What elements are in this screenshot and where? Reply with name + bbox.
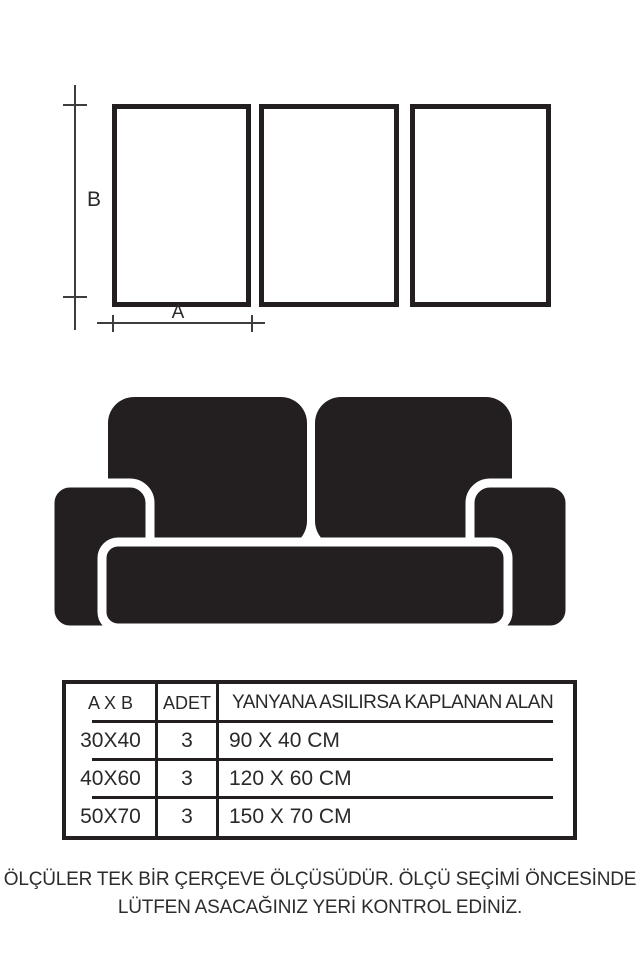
table-cell-size: 30X40 — [66, 722, 158, 760]
frame-1 — [112, 104, 251, 307]
height-dimension-label: B — [87, 188, 102, 211]
table-cell-quantity: 3 — [158, 760, 219, 798]
height-dimension-tick-top — [63, 104, 87, 106]
table-cell-area: 150 X 70 CM — [229, 805, 352, 828]
table-row-separator — [92, 758, 553, 761]
size-table — [62, 680, 577, 840]
width-dimension-tick-left — [112, 315, 114, 332]
table-cell-area: 90 X 40 CM — [229, 729, 340, 752]
table-cell-area: 120 X 60 CM — [229, 767, 352, 790]
height-dimension-tick-bottom — [63, 296, 87, 298]
table-cell-size: 50X70 — [66, 798, 158, 836]
table-row-separator — [92, 796, 553, 799]
frame-3 — [410, 104, 551, 307]
width-dimension-tick-right — [251, 315, 253, 332]
table-cell-quantity: 3 — [158, 798, 219, 836]
table-header-quantity: ADET — [158, 684, 219, 722]
frame-2 — [259, 104, 399, 307]
measurement-note-line2: LÜTFEN ASACAĞINIZ YERİ KONTROL EDİNİZ. — [117, 897, 523, 918]
table-header-size: A X B — [66, 684, 158, 722]
table-cell-quantity: 3 — [158, 722, 219, 760]
height-dimension-line — [74, 85, 76, 330]
table-row-separator — [92, 720, 553, 723]
sofa-seat — [102, 542, 508, 628]
measurement-note — [0, 866, 640, 922]
sofa-illustration — [45, 395, 575, 635]
measurement-note-line1: ÖLÇÜLER TEK BİR ÇERÇEVE ÖLÇÜSÜDÜR. ÖLÇÜ SEÇİMİ ÖNCESİNDE — [3, 869, 637, 890]
frames-diagram — [0, 0, 640, 350]
table-header-covered-area: YANYANA ASILIRSA KAPLANAN ALAN — [232, 692, 554, 713]
width-dimension-label: A — [171, 302, 185, 323]
table-cell-size: 40X60 — [66, 760, 158, 798]
